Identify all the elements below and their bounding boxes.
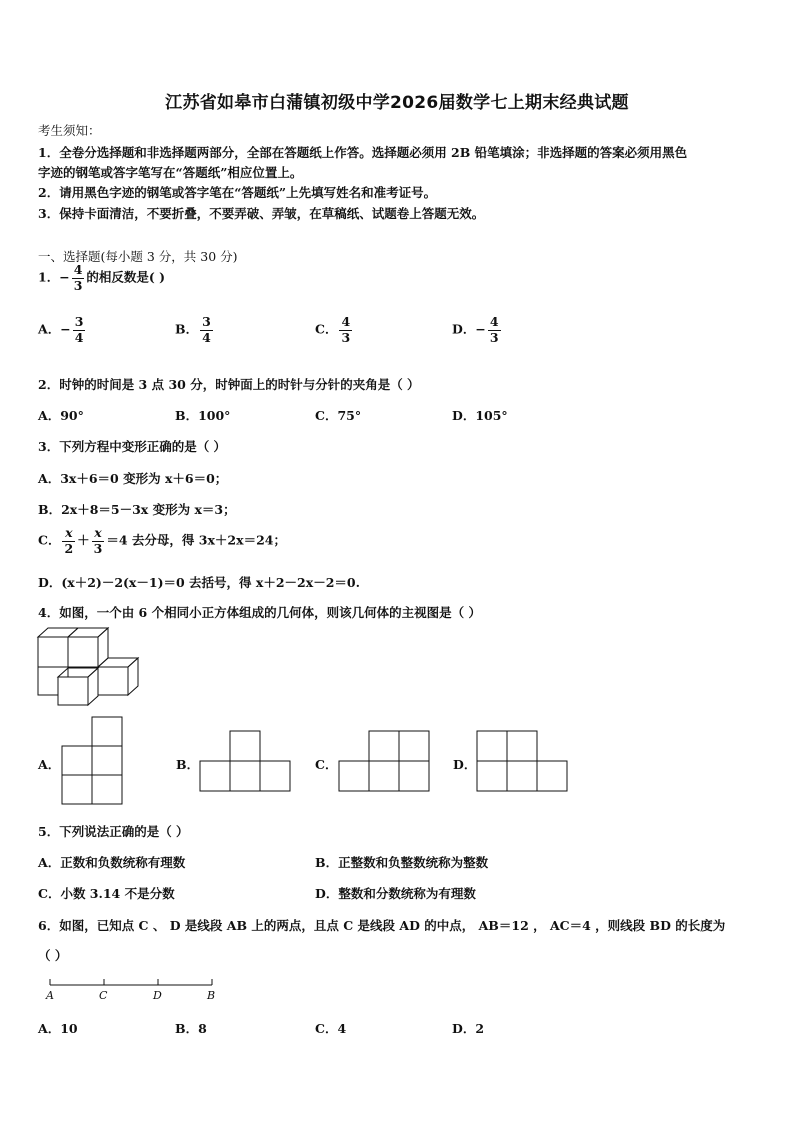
label-c: C (99, 989, 108, 1002)
q1-option-c[interactable]: C． $\frac{4}{3}$ (315, 314, 351, 345)
q5-option-b[interactable]: B．正整数和负整数统称为整数 (315, 855, 489, 870)
label-b: B (207, 989, 216, 1002)
q2-option-d[interactable]: D．105° (452, 408, 508, 423)
q5-option-a[interactable]: A．正数和负数统称有理数 (38, 855, 186, 870)
q6-option-a[interactable]: A．10 (38, 1021, 78, 1036)
question-5: 5．下列说法正确的是（ ） (38, 824, 189, 839)
question-1: 1．− $\frac{4}{3}$ 的相反数是( ) (38, 262, 166, 293)
q5-option-d[interactable]: D．整数和分数统称为有理数 (315, 886, 476, 901)
q3-option-a[interactable]: A．3x＋6＝0 变形为 x＋6＝0； (38, 471, 228, 486)
q4-option-a-label[interactable]: A． (38, 757, 61, 772)
question-3: 3．下列方程中变形正确的是（ ） (38, 439, 227, 454)
q3-option-c[interactable]: C． $\frac{x}{2}$ ＋ $\frac{x}{3}$ ＝4 去分母，得 3x＋2x＝24； (38, 525, 286, 556)
q2-option-b[interactable]: B．100° (175, 408, 231, 423)
q3-option-d[interactable]: D．(x＋2)－2(x－1)＝0 去括号，得 x＋2－2x－2＝0. (38, 575, 360, 590)
notice-item-3: 3．保持卡面清洁，不要折叠，不要弄破、弄皱，在草稿纸、试题卷上答题无效。 (38, 206, 485, 221)
question-2: 2．时钟的时间是 3 点 30 分，时钟面上的时针与分针的夹角是（ ） (38, 377, 420, 392)
section-heading: 一、选择题(每小题 3 分，共 30 分) (38, 249, 238, 264)
q3-option-b[interactable]: B．2x＋8＝5－3x 变形为 x＝3； (38, 502, 236, 517)
label-a: A (46, 989, 54, 1002)
q6-option-c[interactable]: C．4 (315, 1021, 347, 1036)
question-6: 6．如图，已知点 C 、 D 是线段 AB 上的两点，且点 C 是线段 AD 的中点， AB＝12 ， AC＝4 ，则线段 BD 的长度为 (38, 918, 726, 933)
q6-option-d[interactable]: D．2 (452, 1021, 485, 1036)
notice-item-1b: 字迹的钢笔或答字笔写在“答题纸”相应位置上。 (38, 165, 303, 180)
q6-option-b[interactable]: B．8 (175, 1021, 207, 1036)
notice-item-1a: 1．全卷分选择题和非选择题两部分，全部在答题纸上作答。选择题必须用 2B 铅笔填涂；非选择题的答案必须用黑色 (38, 145, 688, 160)
q1-option-b[interactable]: B． $\frac{3}{4}$ (175, 314, 211, 345)
label-d: D (153, 989, 162, 1002)
q5-option-c[interactable]: C．小数 3.14 不是分数 (38, 886, 175, 901)
q4-option-c-label[interactable]: C． (315, 757, 338, 772)
question-4: 4．如图，一个由 6 个相同小正方体组成的几何体，则该几何体的主视图是（ ） (38, 605, 481, 620)
q1-option-a[interactable]: A．− $\frac{3}{4}$ (38, 314, 84, 345)
q2-option-a[interactable]: A．90° (38, 408, 84, 423)
q4-option-d-label[interactable]: D． (453, 757, 477, 772)
question-6-paren: （ ） (38, 948, 68, 963)
notice-heading: 考生须知： (38, 123, 101, 138)
q1-option-d[interactable]: D．− $\frac{4}{3}$ (452, 314, 499, 345)
q2-option-c[interactable]: C．75° (315, 408, 362, 423)
q4-option-b-label[interactable]: B． (176, 757, 200, 772)
notice-item-2: 2．请用黑色字迹的钢笔或答字笔在“答题纸”上先填写姓名和准考证号。 (38, 185, 437, 200)
exam-title: 江苏省如皋市白蒲镇初级中学2026届数学七上期末经典试题 (165, 93, 629, 113)
